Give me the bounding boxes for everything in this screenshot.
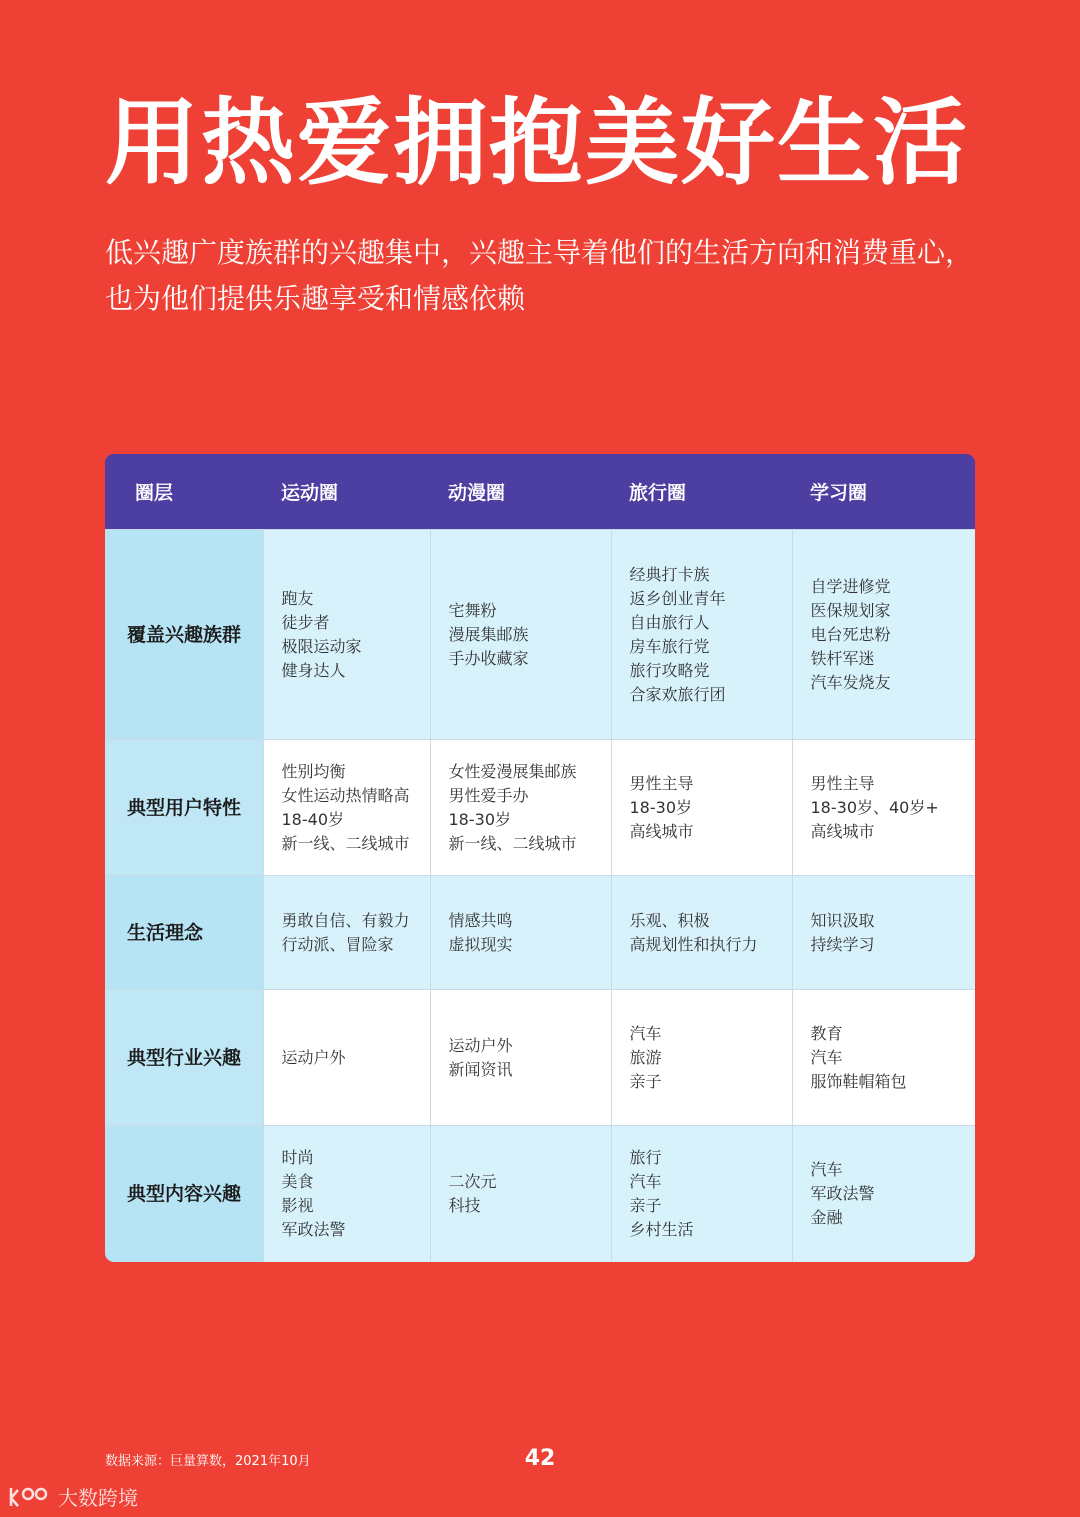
- cell-line: 知识汲取: [810, 910, 875, 930]
- cell-line: 房车旅行党: [629, 636, 710, 656]
- cell-line: 二次元: [448, 1171, 497, 1191]
- table-cell: [263, 530, 430, 740]
- cell-line: 情感共鸣: [448, 910, 513, 930]
- table-cell: [263, 1126, 430, 1262]
- cell-line: 乡村生活: [629, 1219, 694, 1239]
- cell-line: 18-40岁: [281, 809, 344, 829]
- cell-line: 旅行: [629, 1147, 662, 1167]
- header-cell-sports: 运动圈: [263, 454, 430, 530]
- table-cell: [792, 740, 975, 876]
- cell-line: 女性运动热情略高: [281, 785, 410, 805]
- cell-line: 合家欢旅行团: [629, 684, 726, 704]
- table-header-row: [105, 454, 975, 530]
- table-cell: [430, 530, 611, 740]
- cell-line: 旅游: [629, 1047, 662, 1067]
- cell-line: 手办收藏家: [448, 648, 529, 668]
- table-row: [105, 876, 975, 990]
- cell-line: 服饰鞋帽箱包: [810, 1071, 907, 1091]
- row-label: 典型内容兴趣: [105, 1126, 263, 1262]
- cell-line: 高线城市: [810, 821, 875, 841]
- logo-icon: [8, 1484, 52, 1510]
- cell-line: 自由旅行人: [629, 612, 710, 632]
- table-cell: [792, 876, 975, 990]
- table-cell: [430, 876, 611, 990]
- cell-line: 亲子: [629, 1195, 662, 1215]
- cell-line: 汽车发烧友: [810, 672, 891, 692]
- row-label: 生活理念: [105, 876, 263, 990]
- row-label: 典型行业兴趣: [105, 990, 263, 1126]
- cell-line: 经典打卡族: [629, 564, 710, 584]
- cell-line: 时尚: [281, 1147, 314, 1167]
- interest-circle-table: [105, 454, 975, 1262]
- cell-line: 汽车: [810, 1047, 843, 1067]
- cell-line: 高规划性和执行力: [629, 934, 758, 954]
- cell-line: 持续学习: [810, 934, 875, 954]
- cell-line: 军政法警: [810, 1183, 875, 1203]
- table-row: [105, 990, 975, 1126]
- cell-line: 影视: [281, 1195, 314, 1215]
- cell-line: 高线城市: [629, 821, 694, 841]
- row-label: 典型用户特性: [105, 740, 263, 876]
- cell-line: 男性爱手办: [448, 785, 529, 805]
- table-cell: [263, 740, 430, 876]
- table-cell: [263, 990, 430, 1126]
- cell-line: 跑友: [281, 588, 314, 608]
- cell-line: 男性主导: [810, 773, 875, 793]
- cell-line: 金融: [810, 1207, 843, 1227]
- cell-line: 亲子: [629, 1071, 662, 1091]
- cell-line: 女性爱漫展集邮族: [448, 761, 577, 781]
- table-cell: [792, 1126, 975, 1262]
- cell-line: 徒步者: [281, 612, 330, 632]
- watermark-text: 大数跨境: [58, 1486, 138, 1510]
- header-cell-anime: 动漫圈: [430, 454, 611, 530]
- page-title: 用热爱拥抱美好生活: [105, 89, 970, 198]
- cell-line: 18-30岁: [448, 809, 511, 829]
- cell-line: 18-30岁: [629, 797, 692, 817]
- table-row: [105, 530, 975, 740]
- cell-line: 汽车: [629, 1171, 662, 1191]
- cell-line: 铁杆军迷: [810, 648, 875, 668]
- cell-line: 宅舞粉: [448, 600, 497, 620]
- cell-line: 18-30岁、40岁+: [810, 797, 939, 817]
- table-cell: [611, 530, 792, 740]
- comparison-table: [105, 454, 975, 1262]
- cell-line: 虚拟现实: [448, 934, 513, 954]
- table-cell: [611, 876, 792, 990]
- table-cell: [263, 876, 430, 990]
- cell-line: 乐观、积极: [629, 910, 710, 930]
- data-source-note: 数据来源：巨量算数，2021年10月: [105, 1454, 311, 1469]
- cell-line: 新闻资讯: [448, 1059, 513, 1079]
- cell-line: 新一线、二线城市: [448, 833, 577, 853]
- cell-line: 旅行攻略党: [629, 660, 710, 680]
- row-label: 覆盖兴趣族群: [105, 530, 263, 740]
- table-cell: [611, 1126, 792, 1262]
- table-row: [105, 1126, 975, 1262]
- table-cell: [611, 990, 792, 1126]
- table-cell: [792, 990, 975, 1126]
- cell-line: 军政法警: [281, 1219, 346, 1239]
- header-cell-layer: 圈层: [105, 454, 263, 530]
- cell-line: 勇敢自信、有毅力: [281, 910, 410, 930]
- header-cell-travel: 旅行圈: [611, 454, 792, 530]
- cell-line: 返乡创业青年: [629, 588, 726, 608]
- cell-line: 行动派、冒险家: [281, 934, 394, 954]
- cell-line: 极限运动家: [281, 636, 362, 656]
- page-number: 42: [524, 1446, 556, 1471]
- cell-line: 运动户外: [448, 1035, 513, 1055]
- table-row: [105, 740, 975, 876]
- cell-line: 汽车: [810, 1159, 843, 1179]
- cell-line: 运动户外: [281, 1047, 346, 1067]
- cell-line: 自学进修党: [810, 576, 891, 596]
- cell-line: 新一线、二线城市: [281, 833, 410, 853]
- cell-line: 健身达人: [281, 660, 346, 680]
- table-cell: [611, 740, 792, 876]
- cell-line: 教育: [810, 1023, 843, 1043]
- cell-line: 医保规划家: [810, 600, 891, 620]
- cell-line: 漫展集邮族: [448, 624, 529, 644]
- table-cell: [430, 990, 611, 1126]
- cell-line: 科技: [448, 1195, 481, 1215]
- cell-line: 男性主导: [629, 773, 694, 793]
- table-cell: [430, 740, 611, 876]
- watermark: [8, 1482, 138, 1511]
- header-cell-study: 学习圈: [792, 454, 975, 530]
- cell-line: 性别均衡: [281, 761, 346, 781]
- table-cell: [430, 1126, 611, 1262]
- cell-line: 汽车: [629, 1023, 662, 1043]
- cell-line: 美食: [281, 1171, 314, 1191]
- cell-line: 电台死忠粉: [810, 624, 891, 644]
- page-subtitle: 低兴趣广度族群的兴趣集中，兴趣主导着他们的生活方向和消费重心，也为他们提供乐趣享受和情感依赖: [105, 236, 974, 315]
- table-cell: [792, 530, 975, 740]
